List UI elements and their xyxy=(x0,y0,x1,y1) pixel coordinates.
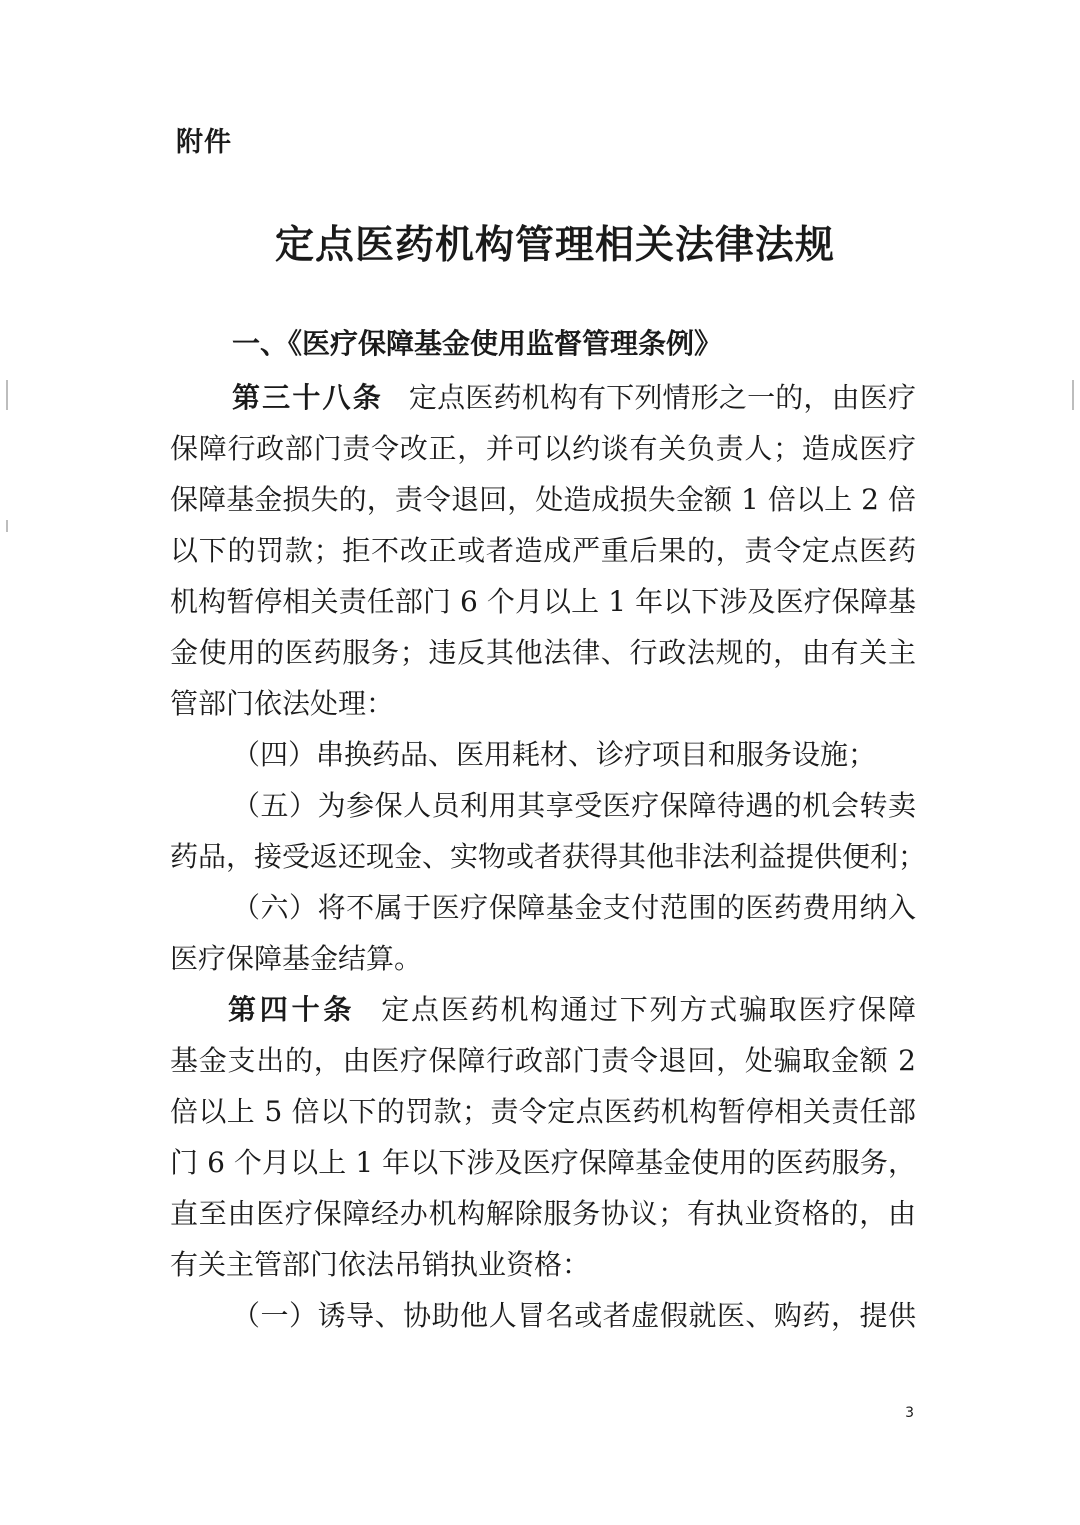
article-38-line: 以下的罚款；拒不改正或者造成严重后果的，责令定点医药 xyxy=(170,534,916,567)
article-40-line: 基金支出的，由医疗保障行政部门责令退回，处骗取金额 2 xyxy=(170,1044,916,1077)
attachment-label: 附件 xyxy=(176,127,232,158)
article-38-first-line xyxy=(170,372,916,423)
article-40-line: 直至由医疗保障经办机构解除服务协议；有执业资格的，由 xyxy=(170,1197,916,1230)
article-38-item-6: （六）将不属于医疗保障基金支付范围的医药费用纳入 xyxy=(232,891,916,924)
scan-mark-left-lower xyxy=(6,520,8,532)
article-40-line: 有关主管部门依法吊销执业资格： xyxy=(170,1248,591,1281)
article-38-line: 定点医药机构有下列情形之一的，由医疗 xyxy=(408,381,916,414)
document-body xyxy=(170,372,927,1341)
page-number: 3 xyxy=(905,1405,914,1421)
document-title: 定点医药机构管理相关法律法规 xyxy=(274,222,835,268)
article-38-item-5-cont: 药品，接受返还现金、实物或者获得其他非法利益提供便利； xyxy=(170,840,927,873)
article-38-line: 管部门依法处理： xyxy=(170,687,395,720)
scan-mark-left xyxy=(6,380,8,410)
article-40-first-line xyxy=(170,984,916,1035)
article-38-heading: 第三十八条 xyxy=(232,381,383,414)
article-38-item-4: （四）串换药品、医用耗材、诊疗项目和服务设施； xyxy=(232,738,877,771)
article-38-line: 保障行政部门责令改正，并可以约谈有关负责人；造成医疗 xyxy=(170,432,916,465)
section-heading: 一、《医疗保障基金使用监督管理条例》 xyxy=(232,327,723,360)
article-40-line: 门 6 个月以上 1 年以下涉及医疗保障基金使用的医药服务， xyxy=(170,1146,916,1179)
article-40-line: 定点医药机构通过下列方式骗取医疗保障 xyxy=(381,993,916,1026)
article-38-line: 机构暂停相关责任部门 6 个月以上 1 年以下涉及医疗保障基 xyxy=(170,585,916,618)
article-40-item-1: （一）诱导、协助他人冒名或者虚假就医、购药，提供 xyxy=(232,1299,916,1332)
article-38-line: 保障基金损失的，责令退回，处造成损失金额 1 倍以上 2 倍 xyxy=(170,483,916,516)
article-38-item-6-cont: 医疗保障基金结算。 xyxy=(170,942,423,975)
article-38-item-5: （五）为参保人员利用其享受医疗保障待遇的机会转卖 xyxy=(232,789,916,822)
scan-mark-right xyxy=(1072,380,1074,410)
article-40-line: 倍以上 5 倍以下的罚款；责令定点医药机构暂停相关责任部 xyxy=(170,1095,916,1128)
article-38-line: 金使用的医药服务；违反其他法律、行政法规的，由有关主 xyxy=(170,636,916,669)
article-40-heading: 第四十条 xyxy=(228,993,356,1026)
